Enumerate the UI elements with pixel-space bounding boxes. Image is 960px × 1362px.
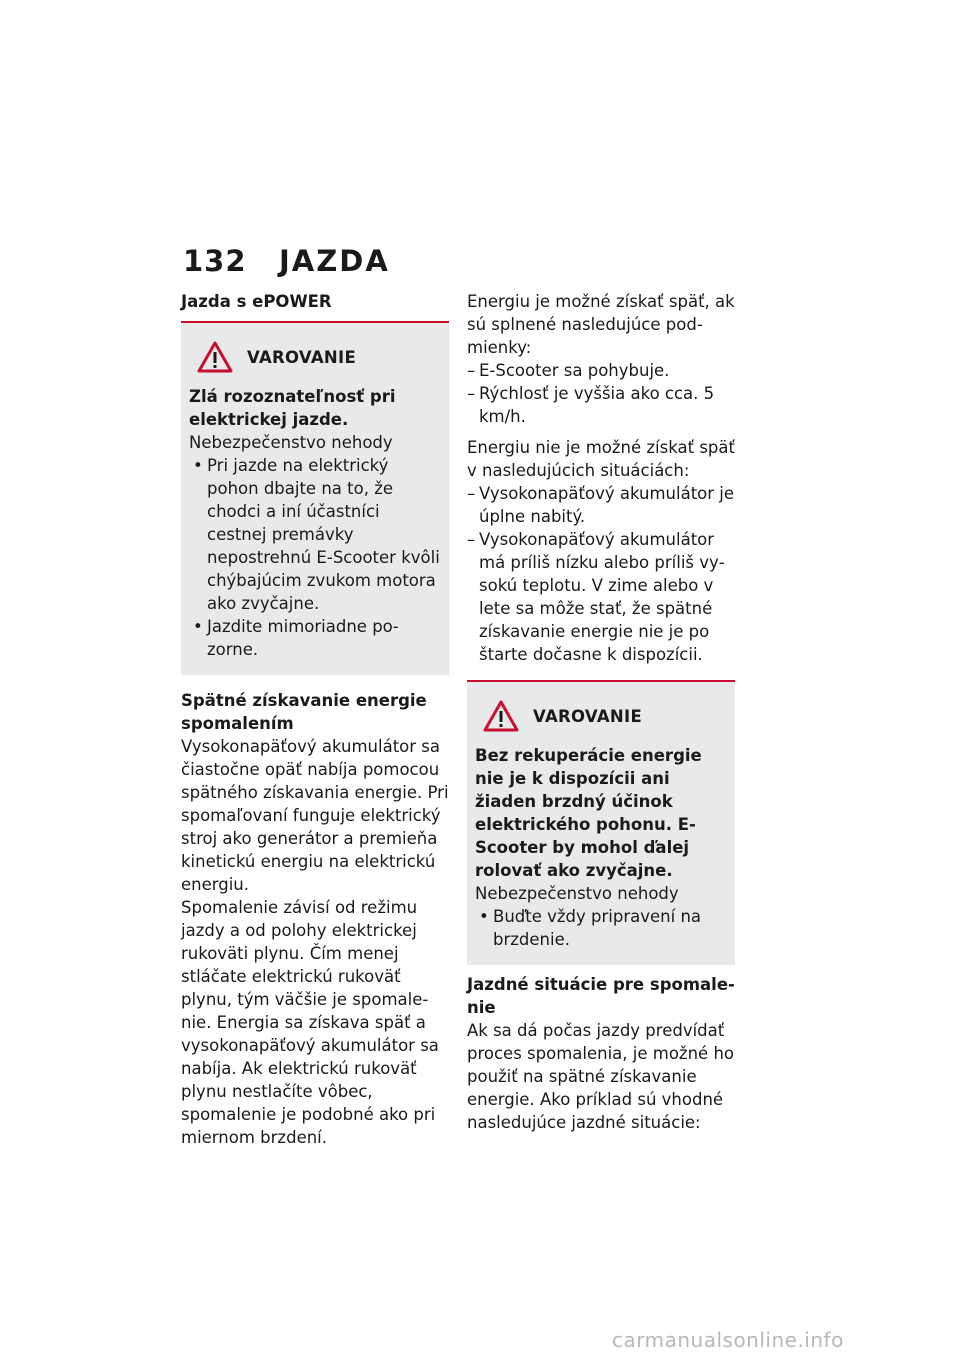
watermark: carmanualsonline.info — [612, 1328, 844, 1352]
warning-label: VAROVANIE — [533, 706, 643, 726]
recuperation-paragraph: Spomalenie závisí od režimu jazdy a od polohy elektrickej rukoväti plynu. Čím menej stláčate elektrickú rukoväť plynu, tým väčšie je spomalenie. Energia sa získava späť a vysokonapäťový akumulátor sa nabíja. Ak elektrickú rukoväť plynu nestlačíte vôbec, spomalenie je podobné ako pri miernom brzdení. — [181, 898, 439, 1147]
page-number: 132 — [183, 244, 247, 278]
section-title: Jazda s ePOWER — [181, 292, 332, 311]
list-item: – Vysokonapäťový akumulátor je úplne nabitý. — [467, 482, 735, 528]
warning-hazard: Nebezpečenstvo nehody — [189, 433, 393, 452]
warning-hazard: Nebezpečenstvo nehody — [475, 884, 679, 903]
chapter-title: JAZDA — [279, 244, 390, 278]
warning-title: Bez rekuperácie energie nie je k dispozícii ani žiaden brzdný účinok elektrického pohonu. E-Scooter by mohol ďalej rolovať ako zvyčajne. — [475, 746, 702, 880]
recuperation-heading: Spätné získavanie energie spomalením — [181, 691, 427, 733]
recuperation-paragraph: Vysokonapäťový akumulátor sa čiastočne opäť nabíja pomocou spätného získavania energie. Pri spomaľovaní funguje elektrický stroj ako generátor a premieňa kinetickú energiu na elektrickú energiu. — [181, 737, 449, 894]
warning-bullet-list — [189, 454, 441, 661]
conditions-list — [467, 359, 735, 428]
list-item: – Rýchlosť je vyššia ako cca. 5 km/h. — [467, 382, 735, 428]
right-column — [467, 290, 735, 1134]
list-item: • Jazdite mimoriadne pozorne. — [189, 615, 441, 661]
situations-text: Ak sa dá počas jazdy predvídať proces spomalenia, je možné ho použiť na spätné získavanie energie. Ako príklad sú vhodné nasledujúce jazdné situácie: — [467, 1021, 734, 1132]
warning-triangle-icon — [197, 341, 233, 373]
page-header — [183, 244, 390, 278]
warning-title: Zlá rozoznateľnosť pri elektrickej jazde. — [189, 387, 396, 429]
list-item: • Buďte vždy pripravení na brzdenie. — [475, 905, 727, 951]
warning-label: VAROVANIE — [247, 347, 357, 367]
list-item: – Vysokonapäťový akumulátor má príliš nízku alebo príliš vysokú teplotu. V zime alebo v lete sa môže stať, že spätné získavanie energie nie je po štarte dočasne k dispozícii. — [467, 528, 735, 666]
conditions-intro: Energiu je možné získať späť, ak sú splnené nasledujúce podmienky: — [467, 292, 735, 357]
situations-heading: Jazdné situácie pre spomalenie — [467, 975, 735, 1017]
warning-triangle-icon — [483, 700, 519, 732]
list-item: – E-Scooter sa pohybuje. — [467, 359, 735, 382]
warning-header — [189, 341, 441, 373]
left-column — [181, 290, 449, 1149]
warning-header — [475, 700, 727, 732]
warning-box-recuperation — [467, 680, 735, 965]
exceptions-list — [467, 482, 735, 666]
exceptions-intro: Energiu nie je možné získať späť v nasledujúcich situáciách: — [467, 438, 735, 480]
list-item: • Pri jazde na elektrický pohon dbajte na to, že chodci a iní účastníci cestnej premávky nepostrehnú E-Scooter kvôli chýbajúcim zvukom motora ako zvyčajne. — [189, 454, 441, 615]
warning-box-visibility — [181, 321, 449, 675]
warning-bullet-list — [475, 905, 727, 951]
